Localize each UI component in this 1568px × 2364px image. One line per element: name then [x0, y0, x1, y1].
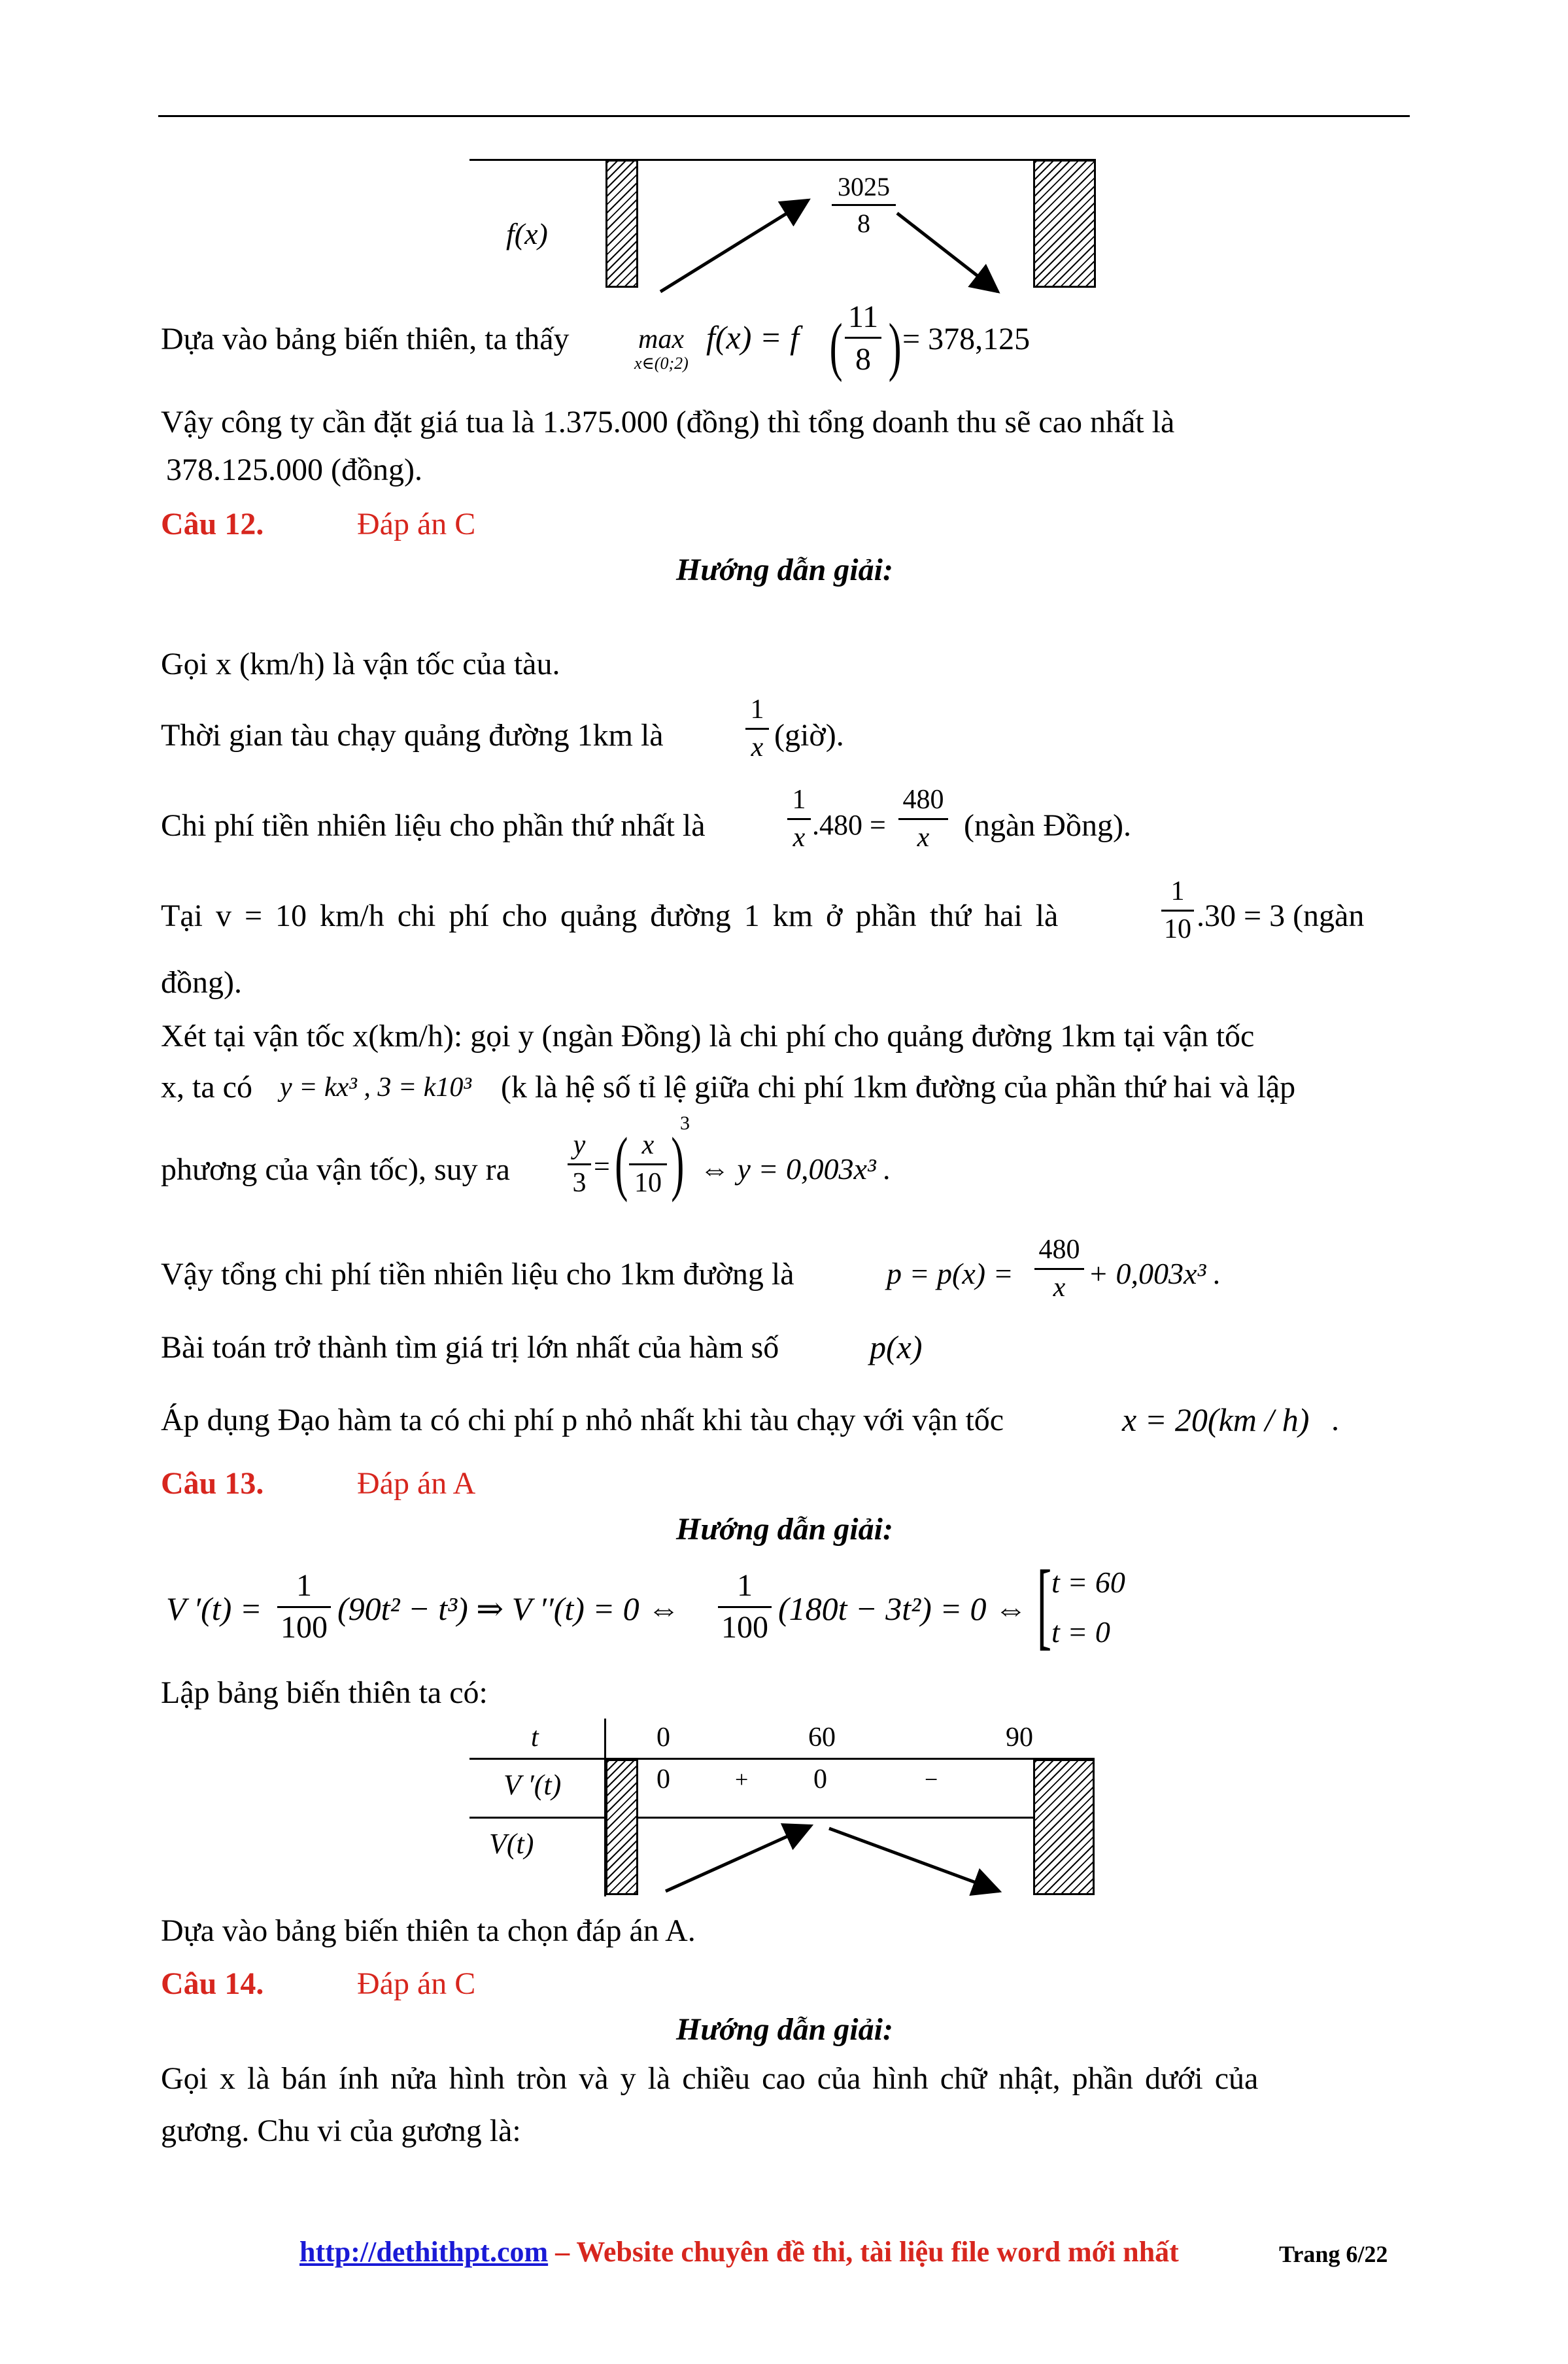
table2-arrows [0, 1700, 1568, 1910]
q12-l7-a: phương của vận tốc), suy ra [161, 1152, 510, 1187]
q12-l1: Gọi x (km/h) là vận tốc của tàu. [161, 647, 560, 681]
q12-l8-bar [1034, 1268, 1084, 1270]
q13-eq-b: (90t² − t³) ⇒ V ′′(t) = 0 ⇔ [337, 1590, 681, 1627]
s1-p1-paren-close: ) [888, 310, 902, 383]
table2-row2-val-minus: − [925, 1766, 938, 1792]
q12-l3-f2-num: 480 [902, 785, 944, 815]
s1-p1-frac-den: 8 [855, 342, 871, 377]
s1-p1-paren-open: ( [829, 310, 843, 383]
q14-l1: Gọi x là bán ính nửa hình tròn và y là chiều cao của hình chữ nhật, phần dưới của [161, 2061, 1259, 2096]
q12-l8-b: + 0,003x³ . [1088, 1257, 1221, 1290]
s1-p1-eq: f(x) = f [706, 319, 800, 356]
q12-l4-bar [1161, 910, 1194, 912]
q12-l7-f1-den: 3 [572, 1168, 587, 1198]
table2-row1-val-90: 90 [1006, 1722, 1033, 1753]
table2-row1-label: t [531, 1722, 539, 1753]
q14-guide: Hướng dẫn giải: [676, 2012, 893, 2047]
table2-row3-label: V(t) [489, 1828, 534, 1860]
q12-l2-b: (giờ). [774, 718, 844, 753]
q12-l7-f2-den: 10 [634, 1168, 662, 1198]
table2-row1-val-60: 60 [808, 1722, 836, 1753]
q12-l3-mid: .480 = [812, 809, 886, 841]
s1-p1-max: max [638, 324, 684, 354]
q12-l8-math: p = p(x) = [887, 1257, 1014, 1290]
q13-eq-c: (180t − 3t²) = 0 ⇔ [778, 1590, 1028, 1627]
q12-l3-f1-bar [787, 818, 811, 820]
q12-l4-c: đồng). [161, 965, 242, 1000]
q12-l2-num: 1 [750, 694, 764, 725]
table1-arrows [0, 0, 1568, 327]
q12-l7-b: ⇔ y = 0,003x³ . [700, 1152, 891, 1186]
table2-row2-label: V ′(t) [503, 1769, 562, 1801]
q12-l2-bar [745, 728, 769, 730]
table1-arrow-up [660, 200, 808, 292]
q12-l2-a: Thời gian tàu chạy quảng đường 1km là [161, 718, 664, 753]
q12-l9-a: Bài toán trở thành tìm giá trị lớn nhất của hàm số [161, 1330, 779, 1365]
table2-arrow-down [829, 1828, 999, 1891]
q13-eq-f2-bar [718, 1606, 772, 1608]
s1-p1-frac-num: 11 [847, 300, 879, 334]
q12-l3-f2-den: x [917, 823, 930, 853]
table1-max-den: 8 [857, 209, 870, 238]
q12-label: Câu 12. [161, 507, 264, 541]
footer-text: – Website chuyên đề thi, tài liệu file word mới nhất [548, 2236, 1179, 2268]
s1-p2-line1: Vậy công ty cần đặt giá tua là 1.375.000 (đồng) thì tổng doanh thu sẽ cao nhất là [161, 405, 1175, 439]
table2-row2-val-zero2: 0 [813, 1764, 827, 1794]
q12-l4-a: Tại v = 10 km/h chi phí cho quảng đường 1 km ở phần thứ hai là [161, 899, 1059, 933]
q12-l10-a: Áp dụng Đạo hàm ta có chi phí p nhỏ nhất khi tàu chạy với vận tốc [161, 1403, 1004, 1437]
q12-l8-a: Vậy tổng chi phí tiền nhiên liệu cho 1km đường là [161, 1257, 794, 1292]
q14-answer: Đáp án C [357, 1966, 476, 2001]
q12-guide: Hướng dẫn giải: [676, 553, 893, 587]
q13-eq-sol2: t = 0 [1051, 1615, 1110, 1649]
q12-l2-den: x [751, 732, 764, 762]
q12-l7-f2-bar [629, 1163, 667, 1165]
q14-label: Câu 14. [161, 1966, 264, 2001]
table2-arrow-up [666, 1826, 811, 1891]
table1-max-num: 3025 [838, 172, 890, 201]
q13-l-table: Lập bảng biến thiên ta có: [161, 1675, 488, 1710]
q12-l6-a: x, ta có [161, 1070, 252, 1105]
q13-label: Câu 13. [161, 1466, 264, 1501]
q12-l3-b: (ngàn Đồng). [964, 808, 1131, 843]
q13-eq-a: V ′(t) = [166, 1590, 262, 1627]
q13-eq-sol1: t = 60 [1051, 1566, 1125, 1599]
q12-answer: Đáp án C [357, 507, 476, 541]
q12-l7-paren-open: ( [615, 1123, 628, 1203]
q12-l3-f2-bar [898, 818, 948, 820]
q12-l3-a: Chi phí tiền nhiên liệu cho phần thứ nhất là [161, 808, 706, 843]
s1-p1-sub: x∈(0;2) [634, 354, 689, 373]
footer [299, 2235, 1179, 2270]
q12-l10-math: x = 20(km / h) [1122, 1401, 1310, 1438]
q13-guide: Hướng dẫn giải: [676, 1512, 893, 1547]
q12-l3-f1-num: 1 [792, 785, 806, 815]
footer-page-number: Trang 6/22 [1279, 2241, 1388, 2267]
q13-eq-f1-den: 100 [281, 1610, 328, 1645]
table1-row-label: f(x) [506, 217, 548, 250]
q12-l4-num: 1 [1170, 876, 1185, 906]
q12-l4-b: .30 = 3 (ngàn [1197, 899, 1365, 933]
q12-l7-pow: 3 [680, 1112, 690, 1134]
table2-row1-val-0: 0 [656, 1722, 670, 1753]
q13-eq-bracket: [ [1036, 1550, 1052, 1659]
q13-conclusion: Dựa vào bảng biến thiên ta chọn đáp án A. [161, 1913, 696, 1948]
q12-l3-f1-den: x [793, 823, 806, 853]
q13-eq-f2-den: 100 [721, 1610, 768, 1645]
q12-l8-num: 480 [1038, 1235, 1080, 1265]
q12-l7-f2-num: x [641, 1130, 655, 1160]
q13-answer: Đáp án A [357, 1466, 476, 1501]
s1-p1-frac-bar [845, 337, 881, 339]
table2-row2-val-0: 0 [656, 1764, 670, 1794]
q13-eq-f1-num: 1 [296, 1568, 312, 1603]
q12-l7-f1-bar [568, 1163, 591, 1165]
footer-link[interactable]: http://dethithpt.com [299, 2236, 549, 2268]
q12-l6-math: y = kx³ , 3 = k10³ [280, 1072, 471, 1103]
q12-l7-eq: = [594, 1150, 610, 1182]
q12-l6-b: (k là hệ số tỉ lệ giữa chi phí 1km đường của phần thứ hai và lập [501, 1070, 1296, 1105]
q14-l2: gương. Chu vi của gương là: [161, 2114, 521, 2148]
q13-eq-f1-bar [277, 1606, 331, 1608]
s1-p2-line2: 378.125.000 (đồng). [166, 453, 422, 487]
table1-arrow-down [897, 213, 998, 292]
q12-l7-paren-close: ) [671, 1123, 685, 1203]
q12-l5: Xét tại vận tốc x(km/h): gọi y (ngàn Đồng) là chi phí cho quảng đường 1km tại vận tốc [161, 1019, 1255, 1054]
q12-l9-math: p(x) [870, 1329, 923, 1365]
q12-l4-den: 10 [1164, 914, 1191, 944]
q12-l10-b: . [1331, 1403, 1339, 1437]
q12-l8-den: x [1053, 1273, 1066, 1303]
table2-row2-val-plus: + [735, 1766, 749, 1792]
s1-p1-text: Dựa vào bảng biến thiên, ta thấy [161, 322, 570, 356]
s1-p1-result: = 378,125 [902, 322, 1031, 356]
q13-eq-f2-num: 1 [737, 1568, 753, 1603]
q12-l7-f1-num: y [573, 1130, 586, 1160]
